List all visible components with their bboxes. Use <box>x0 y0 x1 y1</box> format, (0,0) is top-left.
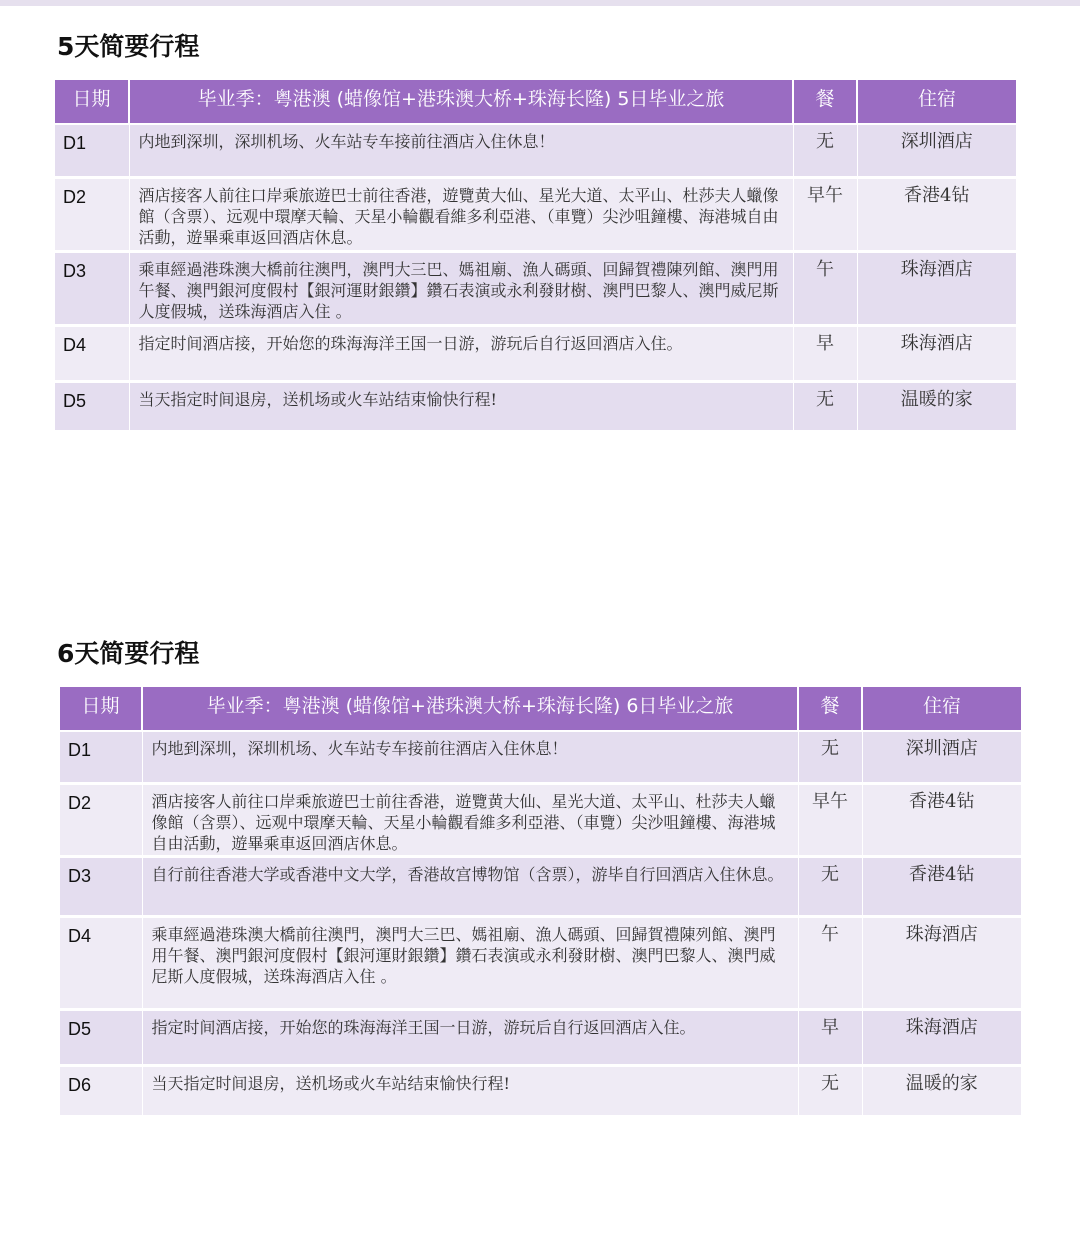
header-date: 日期 <box>55 80 129 124</box>
row-stay: 温暖的家 <box>862 1065 1021 1116</box>
row-description: 乘車經過港珠澳大橋前往澳門，澳門大三巴、媽祖廟、漁人碼頭、回歸賀禮陳列館、澳門用午餐、澳門銀河度假村【銀河運財銀鑽】鑽石表演或永利發財樹、澳門巴黎人、澳門威尼斯人度假城，送珠海酒店入住 。 <box>129 251 793 325</box>
row-stay: 深圳酒店 <box>857 124 1016 177</box>
row-stay: 香港4钻 <box>857 177 1016 251</box>
row-meal: 早午 <box>798 783 862 856</box>
row-stay: 温暖的家 <box>857 381 1016 431</box>
row-day: D4 <box>55 325 129 381</box>
row-meal: 无 <box>798 731 862 783</box>
row-day: D6 <box>60 1065 142 1116</box>
row-description: 酒店接客人前往口岸乘旅遊巴士前往香港，遊覽黄大仙、星光大道、太平山、杜莎夫人蠟像館（含票）、远观中環摩天輪、天星小輪觀看維多利亞港、（車覽）尖沙咀鐘樓、海港城自由活動，遊畢乘車返回酒店休息。 <box>129 177 793 251</box>
row-day: D5 <box>60 1009 142 1065</box>
row-description: 指定时间酒店接，开始您的珠海海洋王国一日游，游玩后自行返回酒店入住。 <box>142 1009 798 1065</box>
header-route: 毕业季：粤港澳 (蜡像馆+港珠澳大桥+珠海长隆) 6日毕业之旅 <box>142 687 798 731</box>
row-description: 指定时间酒店接，开始您的珠海海洋王国一日游，游玩后自行返回酒店入住。 <box>129 325 793 381</box>
header-stay: 住宿 <box>857 80 1016 124</box>
row-meal: 无 <box>798 856 862 916</box>
table-row <box>55 325 1016 381</box>
table-row <box>60 783 1021 856</box>
row-stay: 珠海酒店 <box>862 916 1021 1009</box>
row-stay: 珠海酒店 <box>857 325 1016 381</box>
table-header-row <box>55 80 1016 124</box>
row-stay: 深圳酒店 <box>862 731 1021 783</box>
table-row <box>60 1009 1021 1065</box>
top-band <box>0 0 1080 6</box>
row-day: D1 <box>55 124 129 177</box>
row-day: D1 <box>60 731 142 783</box>
row-description: 酒店接客人前往口岸乘旅遊巴士前往香港，遊覽黄大仙、星光大道、太平山、杜莎夫人蠟像館（含票）、远观中環摩天輪、天星小輪觀看維多利亞港、（車覽）尖沙咀鐘樓、海港城自由活動，遊畢乘車返回酒店休息。 <box>142 783 798 856</box>
row-meal: 无 <box>793 124 857 177</box>
header-meal: 餐 <box>793 80 857 124</box>
table-header-row <box>60 687 1021 731</box>
header-date: 日期 <box>60 687 142 731</box>
row-stay: 香港4钻 <box>862 783 1021 856</box>
row-stay: 珠海酒店 <box>862 1009 1021 1065</box>
row-meal: 无 <box>798 1065 862 1116</box>
row-meal: 早午 <box>793 177 857 251</box>
section-title-6day: 6天简要行程 <box>57 639 200 668</box>
row-description: 内地到深圳，深圳机场、火车站专车接前往酒店入住休息！ <box>129 124 793 177</box>
row-day: D3 <box>55 251 129 325</box>
row-day: D4 <box>60 916 142 1009</box>
row-meal: 早 <box>798 1009 862 1065</box>
table-row <box>55 381 1016 431</box>
row-meal: 无 <box>793 381 857 431</box>
row-meal: 早 <box>793 325 857 381</box>
row-day: D3 <box>60 856 142 916</box>
row-meal: 午 <box>798 916 862 1009</box>
row-day: D2 <box>60 783 142 856</box>
section-title-5day: 5天简要行程 <box>57 32 200 61</box>
row-description: 内地到深圳，深圳机场、火车站专车接前往酒店入住休息！ <box>142 731 798 783</box>
table-row <box>60 1065 1021 1116</box>
row-description: 当天指定时间退房，送机场或火车站结束愉快行程! <box>129 381 793 431</box>
row-description: 自行前往香港大学或香港中文大学，香港故宫博物馆（含票），游毕自行回酒店入住休息。 <box>142 856 798 916</box>
row-day: D5 <box>55 381 129 431</box>
table-row <box>60 856 1021 916</box>
row-day: D2 <box>55 177 129 251</box>
header-route: 毕业季：粤港澳 (蜡像馆+港珠澳大桥+珠海长隆) 5日毕业之旅 <box>129 80 793 124</box>
header-meal: 餐 <box>798 687 862 731</box>
table-row <box>55 124 1016 177</box>
row-meal: 午 <box>793 251 857 325</box>
row-description: 乘車經過港珠澳大橋前往澳門，澳門大三巴、媽祖廟、漁人碼頭、回歸賀禮陳列館、澳門用午餐、澳門銀河度假村【銀河運財銀鑽】鑽石表演或永利發財樹、澳門巴黎人、澳門威尼斯人度假城，送珠海酒店入住 。 <box>142 916 798 1009</box>
itinerary-table-5day <box>55 80 1016 433</box>
table-row <box>55 177 1016 251</box>
table-row <box>60 916 1021 1009</box>
table-row <box>55 251 1016 325</box>
itinerary-table-6day <box>60 687 1021 1118</box>
table-row <box>60 731 1021 783</box>
row-stay: 珠海酒店 <box>857 251 1016 325</box>
header-stay: 住宿 <box>862 687 1021 731</box>
row-description: 当天指定时间退房，送机场或火车站结束愉快行程! <box>142 1065 798 1116</box>
row-stay: 香港4钻 <box>862 856 1021 916</box>
